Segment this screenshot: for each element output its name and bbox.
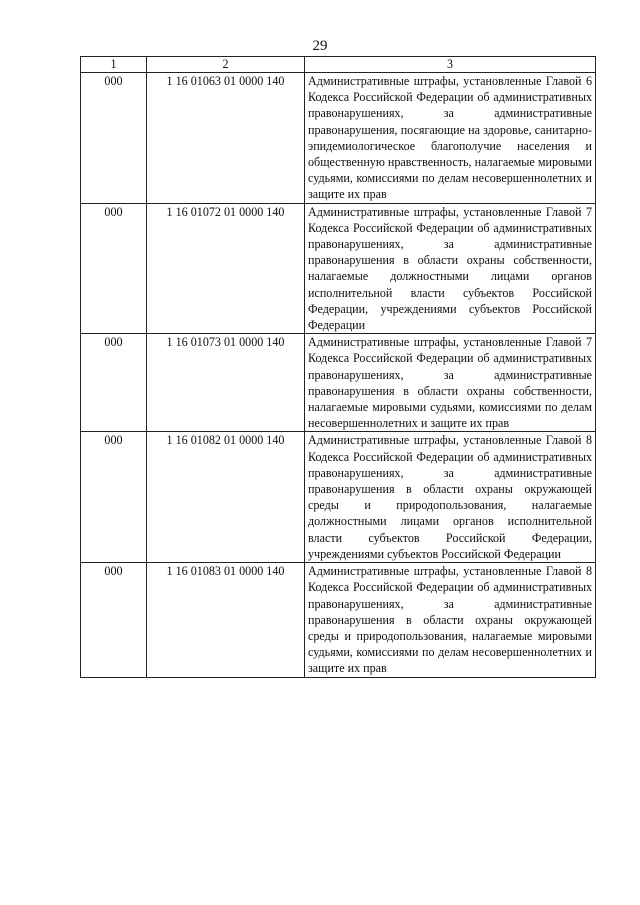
table-row — [81, 432, 596, 563]
income-code-cell: 1 16 01063 01 0000 140 — [147, 73, 305, 204]
budget-classification-table — [80, 56, 596, 678]
table-row — [81, 203, 596, 334]
admin-code-cell: 000 — [81, 73, 147, 204]
table-row — [81, 563, 596, 677]
admin-code-cell: 000 — [81, 334, 147, 432]
admin-code-cell: 000 — [81, 203, 147, 334]
income-code-cell: 1 16 01082 01 0000 140 — [147, 432, 305, 563]
income-code-cell: 1 16 01073 01 0000 140 — [147, 334, 305, 432]
income-name-cell: Административные штрафы, установленные Главой 7 Кодекса Российской Федерации об административных правонарушениях, за административные правонарушения в области охраны собственности, налагаемые должностными лицами органов исполнительной власти субъектов Российской Федерации, учреждениями субъектов Российской Федерации — [305, 203, 596, 334]
admin-code-cell: 000 — [81, 563, 147, 677]
income-name-cell: Административные штрафы, установленные Главой 6 Кодекса Российской Федерации об административных правонарушениях, за административные правонарушения, посягающие на здоровье, санитарно-эпидемиологическое благополучие населения и общественную нравственность, налагаемые мировыми судьями, комиссиями по делам несовершеннолетних и защите их прав — [305, 73, 596, 204]
income-code-cell: 1 16 01083 01 0000 140 — [147, 563, 305, 677]
column-header-3: 3 — [305, 57, 596, 73]
header-row — [81, 57, 596, 73]
column-header-2: 2 — [147, 57, 305, 73]
table-row — [81, 334, 596, 432]
income-code-cell: 1 16 01072 01 0000 140 — [147, 203, 305, 334]
income-name-cell: Административные штрафы, установленные Главой 7 Кодекса Российской Федерации об административных правонарушениях, за административные правонарушения в области охраны собственности, налагаемые мировыми судьями, комиссиями по делам несовершеннолетних и защите их прав — [305, 334, 596, 432]
table-header — [81, 57, 596, 73]
income-name-cell: Административные штрафы, установленные Главой 8 Кодекса Российской Федерации об административных правонарушениях, за административные правонарушения в области охраны окружающей среды и природопользования, налагаемые должностными лицами органов исполнительной власти субъектов Российской Федерации, учреждениями субъектов Российской Федерации — [305, 432, 596, 563]
table-row — [81, 73, 596, 204]
page-number: 29 — [312, 38, 328, 54]
table-body — [81, 73, 596, 678]
admin-code-cell: 000 — [81, 432, 147, 563]
income-name-cell: Административные штрафы, установленные Главой 8 Кодекса Российской Федерации об административных правонарушениях, за административные правонарушения в области охраны окружающей среды и природопользования, налагаемые мировыми судьями, комиссиями по делам несовершеннолетних и защите их прав — [305, 563, 596, 677]
column-header-1: 1 — [81, 57, 147, 73]
